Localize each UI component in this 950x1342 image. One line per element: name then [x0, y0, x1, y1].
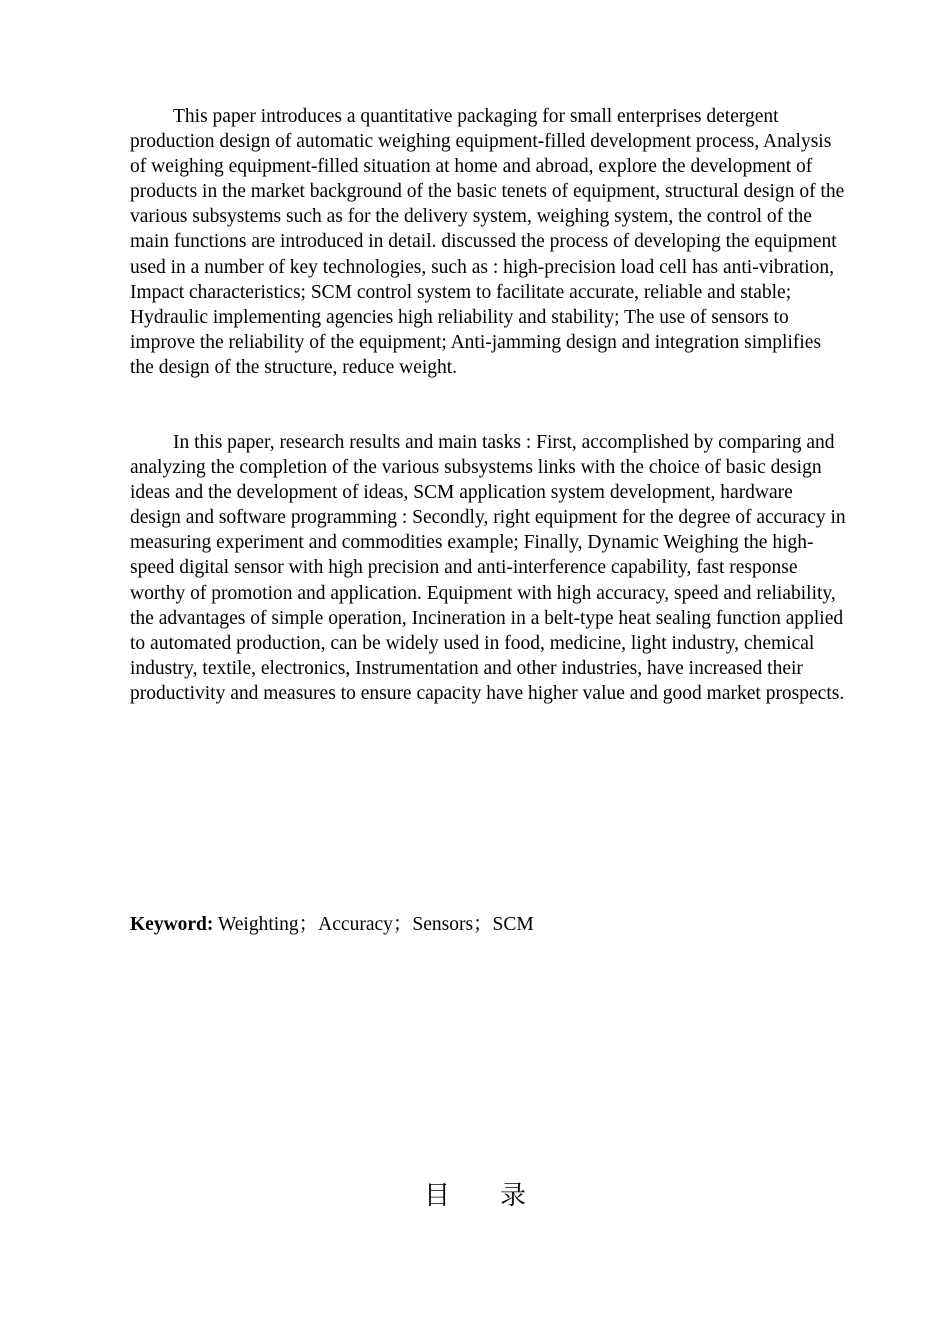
toc-heading-char-2: 录 — [500, 1181, 527, 1211]
toc-heading-char-1: 目 — [423, 1181, 450, 1211]
keywords-label: Keyword: — [130, 914, 214, 935]
abstract-paragraph-1: This paper introduces a quantitative packaging for small enterprises detergent production design of automatic weighing equipment-filled development process, Analysis of weighing equipment-filled situation at home and abroad, explore the development of products in the market background of the basic tenets of equipment, structural design of the various subsystems such as for the delivery system, weighing system, the control of the main functions are introduced in detail. discussed the process of developing the equipment used in a number of key technologies, such as : high-precision load cell has anti-vibration, Impact characteristics; SCM control system to facilitate accurate, reliable and stable; Hydraulic implementing agencies high reliability and stability; The use of sensors to improve the reliability of the equipment; Anti-jamming design and integration simplifies the design of the structure, reduce weight. — [130, 106, 845, 378]
keywords-text: Weighting；Accuracy；Sensors；SCM — [213, 914, 534, 935]
table-of-contents-heading — [0, 1178, 950, 1214]
abstract-paragraph-2: In this paper, research results and main tasks : First, accomplished by comparing and analyzing the completion of the various subsystems links with the choice of basic design ideas and the development of ideas, SCM application system development, hardware design and software programming : Secondly, right equipment for the degree of accuracy in measuring experiment and commodities example; Finally, Dynamic Weighing the high-speed digital sensor with high precision and anti-interference capability, fast response worthy of promotion and application. Equipment with high accuracy, speed and reliability, the advantages of simple operation, Incineration in a belt-type heat sealing function applied to automated production, can be widely used in food, medicine, light industry, chemical industry, textile, electronics, Instrumentation and other industries, have increased their productivity and measures to ensure capacity have higher value and good market prospects. — [130, 432, 846, 704]
keywords-line — [130, 912, 534, 937]
